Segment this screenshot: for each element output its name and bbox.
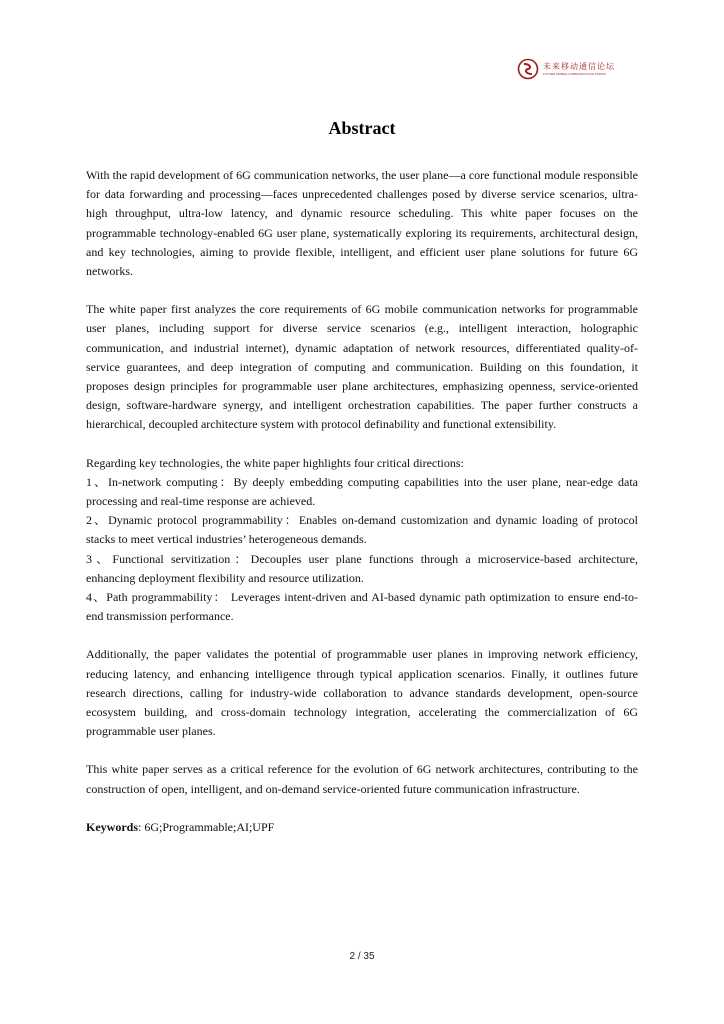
forum-emblem-icon xyxy=(517,58,539,80)
page-number: 2 / 35 xyxy=(349,951,375,962)
logo-english-name: FUTURE MOBILE COMMUNICATION FORUM xyxy=(543,71,606,76)
keywords-line xyxy=(86,818,638,837)
key-tech-intro: Regarding key technologies, the white paper highlights four critical directions: xyxy=(86,455,464,470)
logo-chinese-name: 未来移动通信论坛 xyxy=(543,61,615,71)
keywords-label: Keywords xyxy=(86,819,138,834)
key-tech-item-1: 1、In-network computing：By deeply embedding computing capabilities into the user plane, near-edge data processing and real-time response are achieved. xyxy=(86,474,638,509)
abstract-paragraph-2: The white paper first analyzes the core requirements of 6G mobile communication networks for programmable user planes, including support for diverse service scenarios (e.g., intelligent interaction, holographic communication, and industrial internet), dynamic adaptation of network resources, differentiated quality-of-service guarantees, and deep integration of computing and communication. Building on this foundation, it proposes design principles for programmable user plane architectures, emphasizing openness, service-oriented design, software-hardware synergy, and intelligent orchestration capabilities. The paper further constructs a hierarchical, decoupled architecture system with protocol definability and functional extensibility. xyxy=(86,302,638,432)
keywords-value: : 6G;Programmable;AI;UPF xyxy=(138,819,275,834)
key-tech-item-2: 2、Dynamic protocol programmability：Enables on-demand customization and dynamic loading of protocol stacks to meet vertical industries’ heterogeneous demands. xyxy=(86,513,638,547)
key-tech-item-4: 4、Path programmability： Leverages intent-driven and AI-based dynamic path optimization to ensure end-to-end transmission performance. xyxy=(86,590,638,624)
key-tech-item-3: 3、Functional servitization：Decouples user plane functions through a microservice-based architecture, enhancing deployment flexibility and resource utilization. xyxy=(86,551,638,585)
closing-paragraph-1: Additionally, the paper validates the potential of programmable user planes in improving network efficiency, reducing latency, and enhancing intelligence through typical application scenarios. Finally, it outlines future research directions, calling for industry-wide collaboration to advance standards development, open-source ecosystem building, and cross-domain technology integration, accelerating the commercialization of 6G programmable user planes. xyxy=(86,647,638,739)
forum-logo xyxy=(517,58,615,80)
abstract-body xyxy=(86,166,638,837)
page-title: Abstract xyxy=(328,118,396,138)
abstract-paragraph-1: With the rapid development of 6G communication networks, the user plane—a core functional module responsible for data forwarding and processing—faces unprecedented challenges posed by diverse service scenarios, ultra-high throughput, ultra-low latency, and dynamic resource scheduling. This white paper focuses on the programmable technology-enabled 6G user plane, systematically exploring its requirements, architectural design, and key technologies, aiming to provide flexible, intelligent, and efficient user plane solutions for future 6G networks. xyxy=(86,168,638,279)
closing-paragraph-2: This white paper serves as a critical reference for the evolution of 6G network architectures, contributing to the construction of open, intelligent, and on-demand service-oriented future communication infrastructure. xyxy=(86,762,638,796)
